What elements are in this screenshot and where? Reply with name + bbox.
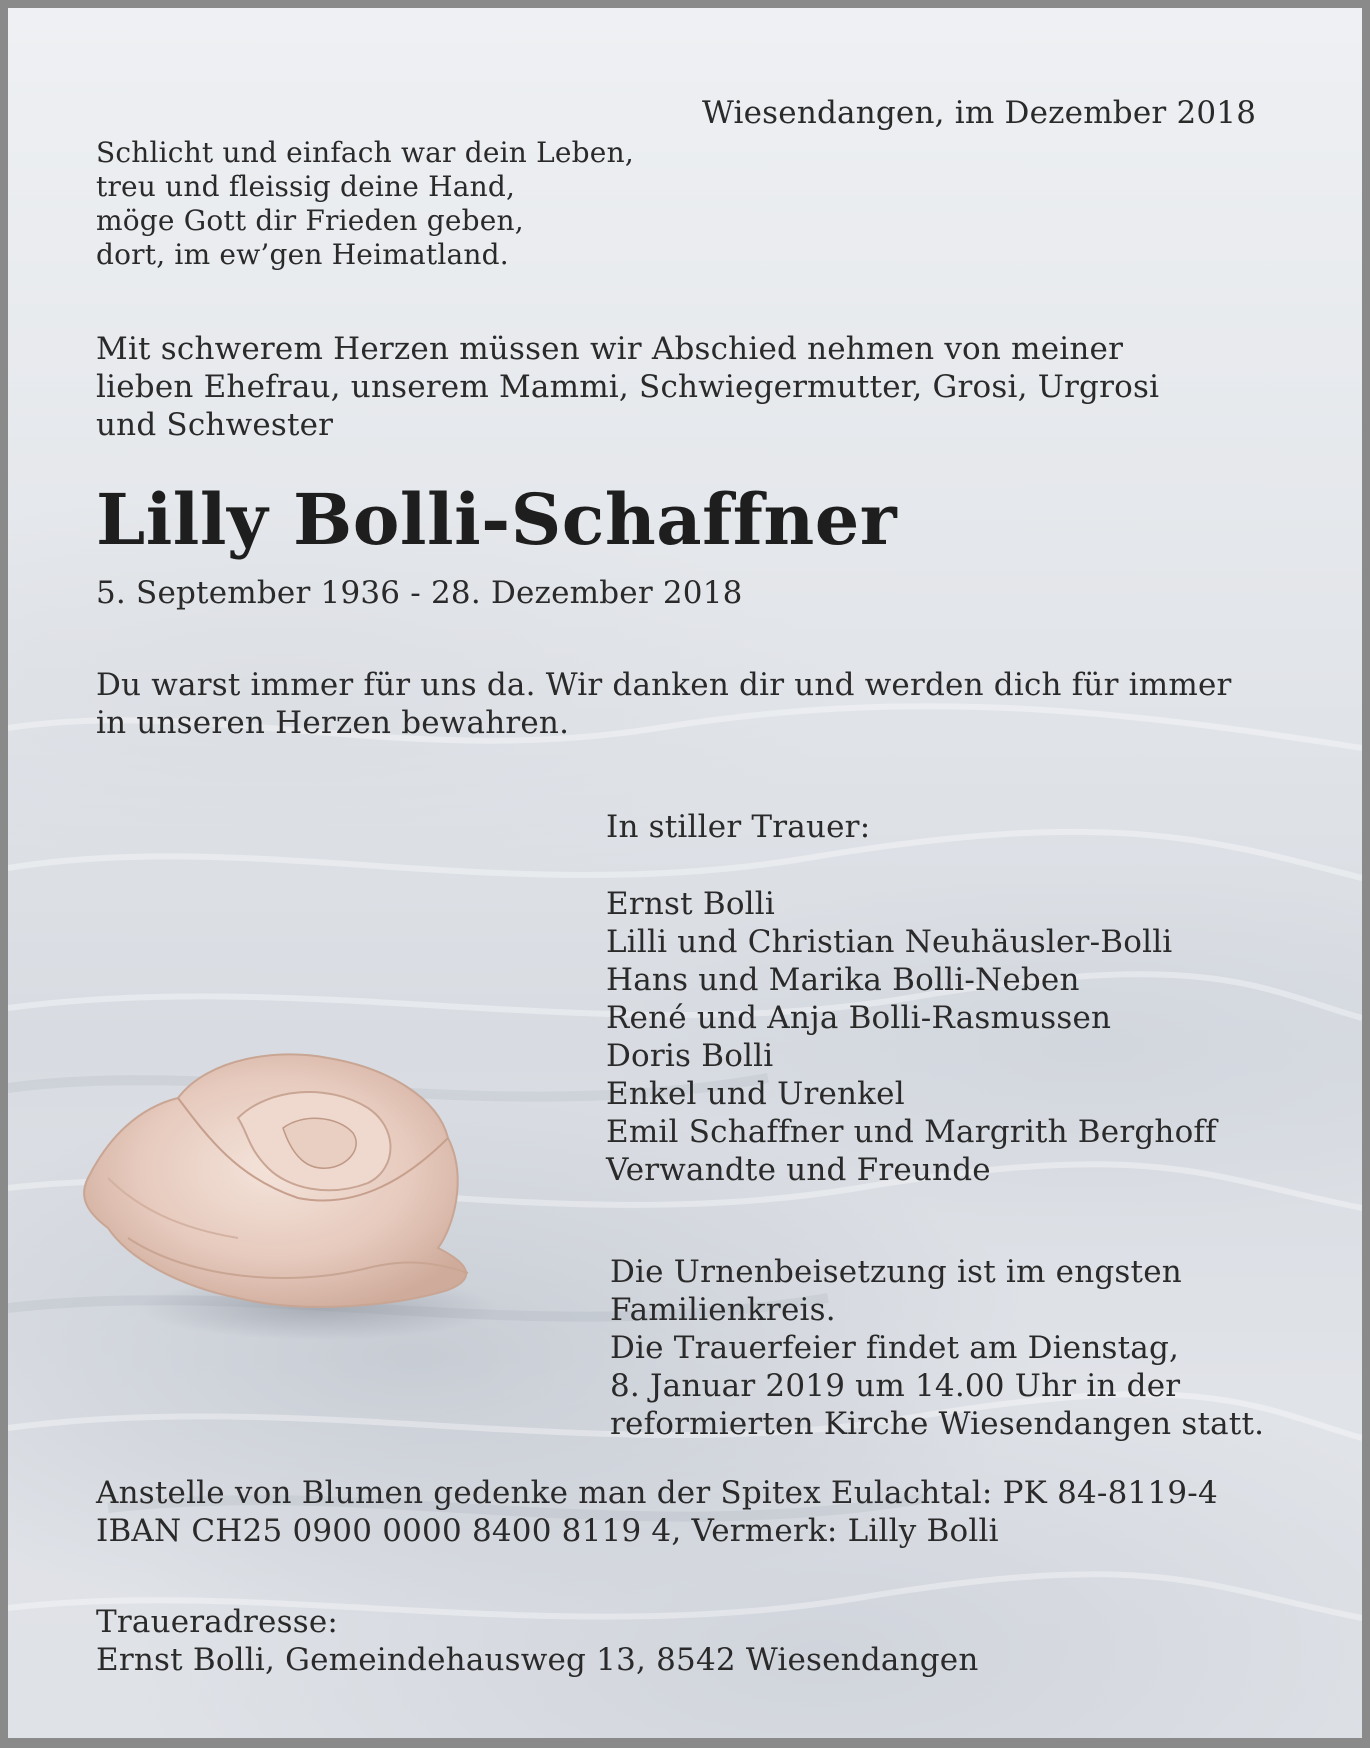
ceremony-line: Familienkreis.	[610, 1292, 836, 1328]
mourner-name: Doris Bolli	[606, 1038, 774, 1074]
address-heading: Traueradresse:	[96, 1604, 339, 1640]
intro-line: und Schwester	[96, 407, 334, 443]
poem-line: möge Gott dir Frieden geben,	[96, 204, 524, 237]
tribute-line: in unseren Herzen bewahren.	[96, 705, 570, 741]
ceremony-line: 8. Januar 2019 um 14.00 Uhr in der	[610, 1368, 1181, 1404]
ceremony-line: Die Urnenbeisetzung ist im engsten	[610, 1254, 1182, 1290]
poem-line: Schlicht und einfach war dein Leben,	[96, 136, 634, 169]
poem-line: dort, im ew’gen Heimatland.	[96, 238, 509, 271]
mourner-name: Hans und Marika Bolli-Neben	[606, 962, 1080, 998]
mourner-name: Verwandte und Freunde	[606, 1152, 991, 1188]
mourner-name: Enkel und Urenkel	[606, 1076, 905, 1112]
mourner-name: Lilli und Christian Neuhäusler-Bolli	[606, 924, 1173, 960]
rose-image	[68, 1028, 508, 1348]
ceremony-line: Die Trauerfeier findet am Dienstag,	[610, 1330, 1180, 1366]
mourning-heading: In stiller Trauer:	[606, 809, 871, 845]
mourning-address: Ernst Bolli, Gemeindehausweg 13, 8542 Wiesendangen	[96, 1642, 979, 1678]
intro-line: Mit schwerem Herzen müssen wir Abschied nehmen von meiner	[96, 331, 1124, 367]
obituary-notice	[8, 8, 1362, 1738]
mourner-name: Ernst Bolli	[606, 886, 776, 922]
poem-line: treu und fleissig deine Hand,	[96, 170, 516, 203]
donation-line: Anstelle von Blumen gedenke man der Spitex Eulachtal: PK 84-8119-4	[96, 1475, 1218, 1511]
mourner-name: René und Anja Bolli-Rasmussen	[606, 1000, 1112, 1036]
deceased-name: Lilly Bolli-Schaffner	[96, 478, 898, 561]
ceremony-line: reformierten Kirche Wiesendangen statt.	[610, 1406, 1265, 1442]
donation-line: IBAN CH25 0900 0000 8400 8119 4, Vermerk: Lilly Bolli	[96, 1513, 999, 1549]
place-date: Wiesendangen, im Dezember 2018	[702, 95, 1257, 131]
intro-line: lieben Ehefrau, unserem Mammi, Schwiegermutter, Grosi, Urgrosi	[96, 369, 1160, 405]
life-dates: 5. September 1936 - 28. Dezember 2018	[96, 575, 743, 611]
mourner-name: Emil Schaffner und Margrith Berghoff	[606, 1114, 1217, 1150]
tribute-line: Du warst immer für uns da. Wir danken dir und werden dich für immer	[96, 667, 1232, 703]
